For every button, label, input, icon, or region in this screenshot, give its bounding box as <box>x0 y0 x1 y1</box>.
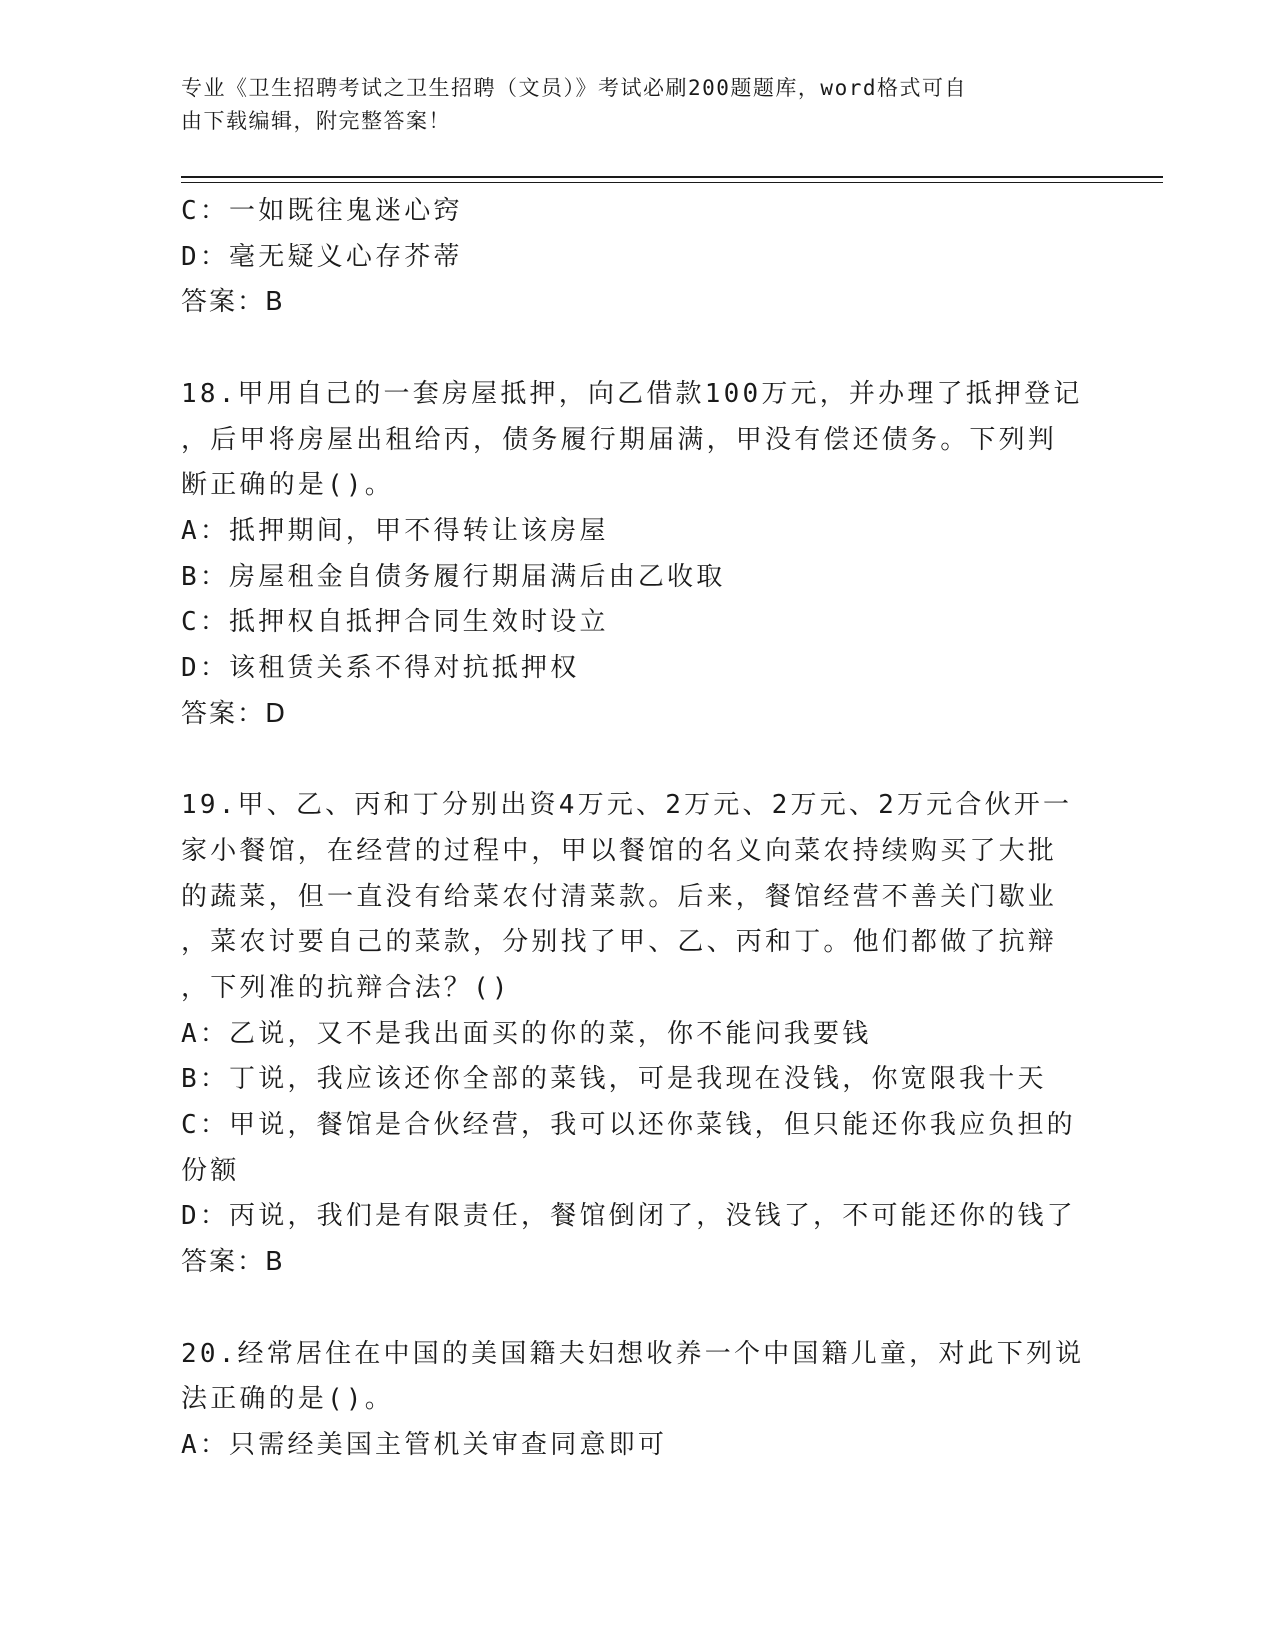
option-a: A：乙说，又不是我出面买的你的菜，你不能问我要钱 <box>181 1018 872 1049</box>
header-line-1: 专业《卫生招聘考试之卫生招聘（文员）》考试必刷200题题库，word格式可自 <box>181 76 967 100</box>
question-20 <box>181 1332 1085 1469</box>
option-c: C：一如既往鬼迷心窍 <box>181 196 463 226</box>
header-line-2: 由下载编辑，附完整答案！ <box>181 109 451 133</box>
answer-line: 答案：B <box>181 1247 285 1278</box>
option-a: A：抵押期间，甲不得转让该房屋 <box>181 515 609 546</box>
question-stem-line: ，后甲将房屋出租给丙，债务履行期届满，甲没有偿还债务。下列判 <box>181 424 1058 455</box>
question-18 <box>181 372 1081 738</box>
option-c: C：抵押权自抵押合同生效时设立 <box>181 607 609 638</box>
spacer <box>181 326 1081 372</box>
option-d: D：毫无疑义心存芥蒂 <box>181 241 463 272</box>
question-stem-line: ，菜农讨要自己的菜款，分别找了甲、乙、丙和丁。他们都做了抗辩 <box>181 927 1058 958</box>
option-a: A：只需经美国主管机关审查同意即可 <box>181 1429 668 1460</box>
option-c: C：甲说，餐馆是合伙经营，我可以还你菜钱，但只能还你我应负担的 <box>181 1110 1076 1141</box>
header-divider-thin <box>181 182 1163 183</box>
question-stem-line: 18.甲用自己的一套房屋抵押，向乙借款100万元，并办理了抵押登记 <box>181 378 1083 409</box>
spacer <box>181 1286 1081 1332</box>
option-b: B：丁说，我应该还你全部的菜钱，可是我现在没钱，你宽限我十天 <box>181 1064 1047 1095</box>
answer-line: 答案：D <box>181 698 288 729</box>
question-stem-line: 断正确的是()。 <box>181 470 394 501</box>
question-stem-line: 20.经常居住在中国的美国籍夫妇想收养一个中国籍儿童，对此下列说 <box>181 1338 1085 1369</box>
question-stem-line: 家小餐馆，在经营的过程中，甲以餐馆的名义向菜农持续购买了大批 <box>181 835 1058 866</box>
answer-line: 答案：B <box>181 287 285 318</box>
option-d: D：该租赁关系不得对抗抵押权 <box>181 653 580 684</box>
option-d: D：丙说，我们是有限责任，餐馆倒闭了，没钱了，不可能还你的钱了 <box>181 1201 1076 1232</box>
document-header <box>181 72 1061 138</box>
question-stem-line: 的蔬菜，但一直没有给菜农付清菜款。后来，餐馆经营不善关门歇业 <box>181 881 1058 912</box>
question-stem-line: 19.甲、乙、丙和丁分别出资4万元、2万元、2万元、2万元合伙开一 <box>181 790 1073 821</box>
question-stem-line: 法正确的是()。 <box>181 1384 394 1415</box>
question-19 <box>181 783 1081 1286</box>
question-17-tail <box>181 189 1081 326</box>
question-list <box>181 189 1085 1469</box>
header-divider-thick <box>181 176 1163 178</box>
question-stem-line: ，下列准的抗辩合法？() <box>181 972 511 1003</box>
option-c-continued: 份额 <box>181 1155 240 1186</box>
option-b: B：房屋租金自债务履行期届满后由乙收取 <box>181 561 726 592</box>
spacer <box>181 737 1081 783</box>
